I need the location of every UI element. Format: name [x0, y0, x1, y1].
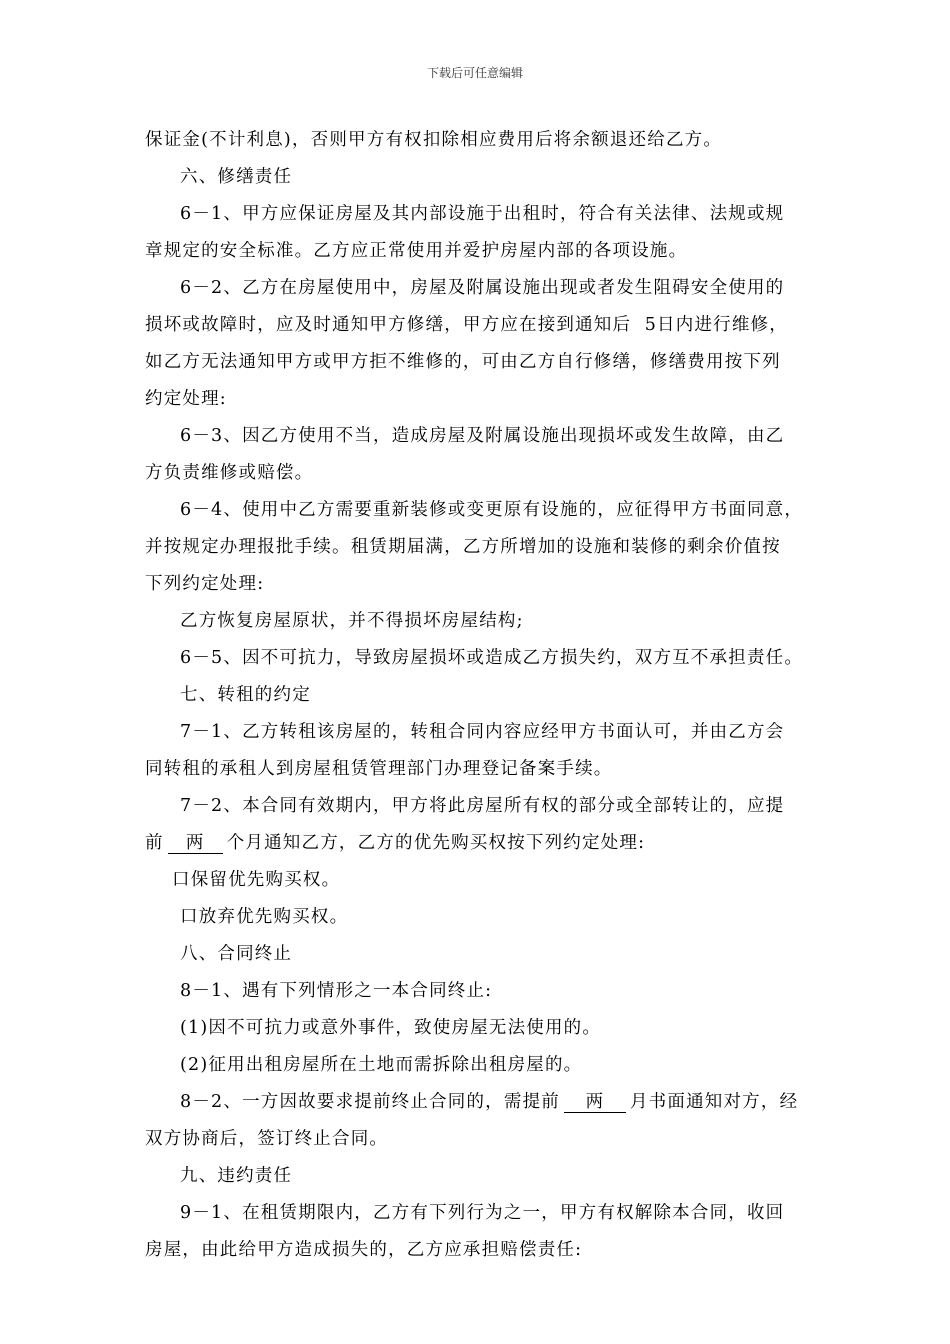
- section-heading: 六、修缮责任: [180, 167, 293, 187]
- text-line: 乙方恢复房屋原状，并不得损坏房屋结构;: [180, 611, 524, 631]
- page-header: 下载后可任意编辑: [426, 66, 523, 80]
- text-segment: 8－2、一方因故要求提前终止合同的，需提前: [180, 1092, 560, 1112]
- document-body: [145, 122, 809, 1269]
- text-segment: 个月通知乙方，乙方的优先购买权按下列约定处理:: [226, 833, 646, 853]
- checkbox-option: 口保留优先购买权。: [172, 870, 341, 890]
- text-line: 9－1、在租赁期限内，乙方有下列行为之一，甲方有权解除本合同，收回: [180, 1203, 785, 1223]
- text-line: 损坏或故障时，应及时通知甲方修缮，甲方应在接到通知后 5日内进行维修，: [145, 315, 788, 335]
- text-line: 7－1、乙方转租该房屋的，转租合同内容应经甲方书面认可，并由乙方会: [180, 722, 785, 742]
- section-heading: 八、合同终止: [180, 944, 293, 964]
- text-line: 如乙方无法通知甲方或甲方拒不维修的，可由乙方自行修缮，修缮费用按下列: [145, 352, 781, 372]
- text-line: 6－4、使用中乙方需要重新装修或变更原有设施的，应征得甲方书面同意，: [180, 500, 804, 520]
- text-line: 并按规定办理报批手续。租赁期届满，乙方所增加的设施和装修的剩余价值按: [145, 537, 781, 557]
- section-heading: 九、违约责任: [180, 1166, 293, 1186]
- text-line-with-blank: [145, 1084, 809, 1121]
- text-line: 6－3、因乙方使用不当，造成房屋及附属设施出现损坏或发生故障，由乙: [180, 426, 785, 446]
- text-line: 8－1、遇有下列情形之一本合同终止:: [180, 981, 493, 1001]
- text-line: 同转租的承租人到房屋租赁管理部门办理登记备案手续。: [145, 759, 613, 779]
- text-line: 7－2、本合同有效期内，甲方将此房屋所有权的部分或全部转让的，应提: [180, 796, 785, 816]
- fill-in-blank: 两: [168, 833, 223, 854]
- text-line: 保证金(不计利息)，否则甲方有权扣除相应费用后将余额退还给乙方。: [145, 130, 723, 150]
- text-segment: 前: [145, 833, 164, 853]
- text-line: 章规定的安全标准。乙方应正常使用并爱护房屋内部的各项设施。: [145, 241, 688, 261]
- text-line: 约定处理:: [145, 389, 227, 409]
- text-line: 方负责维修或赔偿。: [145, 463, 314, 483]
- text-line: (1)因不可抗力或意外事件，致使房屋无法使用的。: [180, 1018, 602, 1038]
- text-line: 6－1、甲方应保证房屋及其内部设施于出租时，符合有关法律、法规或规: [180, 204, 785, 224]
- text-line: 双方协商后，签订终止合同。: [145, 1129, 389, 1149]
- text-line-with-blank: [145, 825, 809, 862]
- text-line: (2)征用出租房屋所在土地而需拆除出租房屋的。: [180, 1055, 583, 1075]
- text-line: 房屋，由此给甲方造成损失的，乙方应承担赔偿责任:: [145, 1240, 583, 1260]
- fill-in-blank: 两: [564, 1092, 626, 1113]
- text-segment: 月书面通知对方，经: [629, 1092, 799, 1112]
- checkbox-option: 口放弃优先购买权。: [180, 907, 349, 927]
- section-heading: 七、转租的约定: [180, 685, 311, 705]
- text-line: 下列约定处理:: [145, 574, 265, 594]
- text-line: 6－2、乙方在房屋使用中，房屋及附属设施出现或者发生阻碍安全使用的: [180, 278, 785, 298]
- text-line: 6－5、因不可抗力，导致房屋损坏或造成乙方损失约，双方互不承担责任。: [180, 648, 804, 668]
